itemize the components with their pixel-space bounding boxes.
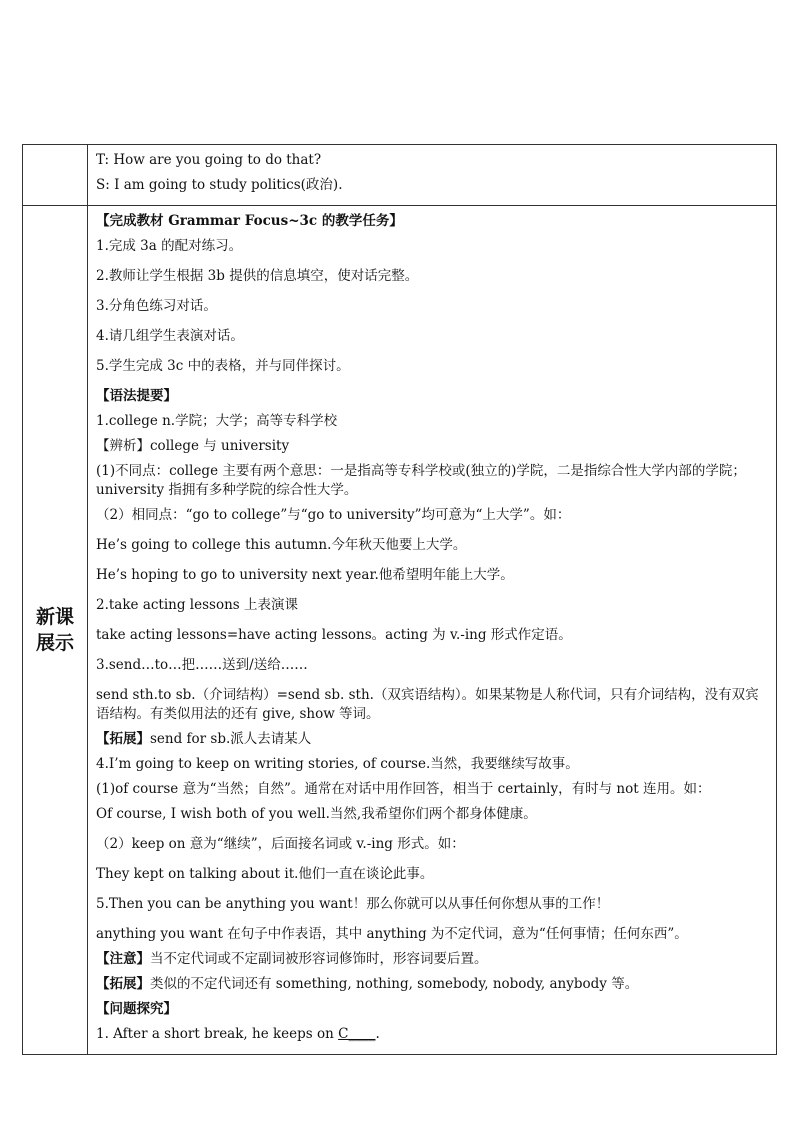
task-item: 5.学生完成 3c 中的表格，并与同伴探讨。 [96, 358, 350, 374]
lesson-table [22, 144, 777, 1055]
grammar-point-2-title: 2.take acting lessons 上表演课 [96, 597, 298, 613]
extension-tag: 【拓展】 [96, 731, 150, 747]
attention-tag: 【注意】 [96, 951, 150, 967]
extension-tag: 【拓展】 [96, 976, 150, 992]
task-item: 3.分角色练习对话。 [96, 298, 217, 314]
grammar-point-2-note: take acting lessons=have acting lessons。acting 为 v.-ing 形式作定语。 [96, 627, 572, 643]
question-1 [96, 1025, 770, 1044]
grammar-point-3-extension [96, 730, 770, 749]
grammar-point-4-note-1: (1)of course 意为“当然；自然”。通常在对话中用作回答，相当于 certainly，有时与 not 连用。如： [96, 781, 711, 797]
grammar-point-5-note: anything you want 在句子中作表语，其中 anything 为不定代词，意为“任何事情；任何东西”。 [96, 926, 688, 942]
task-item: 2.教师让学生根据 3b 提供的信息填空，使对话完整。 [96, 268, 419, 284]
example-sentence: He’s going to college this autumn.今年秋天他要上大学。 [96, 537, 467, 553]
attention-text: 当不定代词或不定副词被形容词修饰时，形容词要后置。 [150, 951, 488, 967]
dialogue-cell [88, 145, 777, 206]
grammar-point-5-title: 5.Then you can be anything you want！那么你就可以从事任何你想从事的工作！ [96, 896, 610, 912]
example-sentence: They kept on talking about it.他们一直在谈论此事。 [96, 866, 434, 882]
dialogue-line-teacher: T: How are you going to do that? [96, 152, 322, 168]
section-label-line1: 新课 [35, 606, 74, 628]
grammar-point-5-extension [96, 975, 770, 994]
question-1-answer: C____ [338, 1026, 376, 1042]
task-item: 1.完成 3a 的配对练习。 [96, 238, 243, 254]
grammar-point-1-title: 1.college n.学院；大学；高等专科学校 [96, 413, 338, 429]
table-row-main [23, 206, 777, 1055]
task-heading: 【完成教材 Grammar Focus~3c 的教学任务】 [96, 213, 403, 229]
section-label-cell [23, 206, 88, 1055]
table-row-top [23, 145, 777, 206]
grammar-point-1-bianxi: 【辨析】college 与 university [96, 438, 290, 454]
main-content-cell [88, 206, 777, 1055]
example-sentence: He’s hoping to go to university next year.他希望明年能上大学。 [96, 567, 514, 583]
extension-text: 类似的不定代词还有 something, nothing, somebody, nobody, anybody 等。 [150, 976, 639, 992]
question-1-suffix: . [375, 1026, 380, 1042]
grammar-point-1-similarity: （2）相同点：“go to college”与“go to university”均可意为“上大学”。如： [96, 507, 571, 523]
grammar-point-4-title: 4.I’m going to keep on writing stories, of course.当然，我要继续写故事。 [96, 756, 579, 772]
extension-text: send for sb.派人去请某人 [150, 731, 312, 747]
example-sentence: Of course, I wish both of you well.当然,我希望你们两个都身体健康。 [96, 806, 537, 822]
dialogue-line-student: S: I am going to study politics(政治). [96, 177, 343, 193]
task-item: 4.请几组学生表演对话。 [96, 328, 244, 344]
grammar-point-1-difference: (1)不同点：college 主要有两个意思：一是指高等专科学校或(独立的)学院，二是指综合性大学内部的学院；university 指拥有多种学院的综合性大学。 [96, 463, 746, 498]
left-cell-empty [23, 145, 88, 206]
grammar-point-5-attention [96, 950, 770, 969]
grammar-point-4-note-2: （2）keep on 意为“继续”，后面接名词或 v.-ing 形式。如： [96, 836, 465, 852]
section-label-line2: 展示 [35, 632, 74, 654]
grammar-heading: 【语法提要】 [96, 388, 177, 404]
grammar-point-3-title: 3.send…to…把……送到/送给…… [96, 657, 308, 673]
grammar-point-3-note: send sth.to sb.（介词结构）=send sb. sth.（双宾语结构）。如果某物是人称代词，只有介词结构，没有双宾语结构。有类似用法的还有 give, show 等词。 [96, 687, 759, 722]
inquiry-heading: 【问题探究】 [96, 1001, 177, 1017]
question-1-prefix: 1. After a short break, he keeps on [96, 1026, 339, 1042]
